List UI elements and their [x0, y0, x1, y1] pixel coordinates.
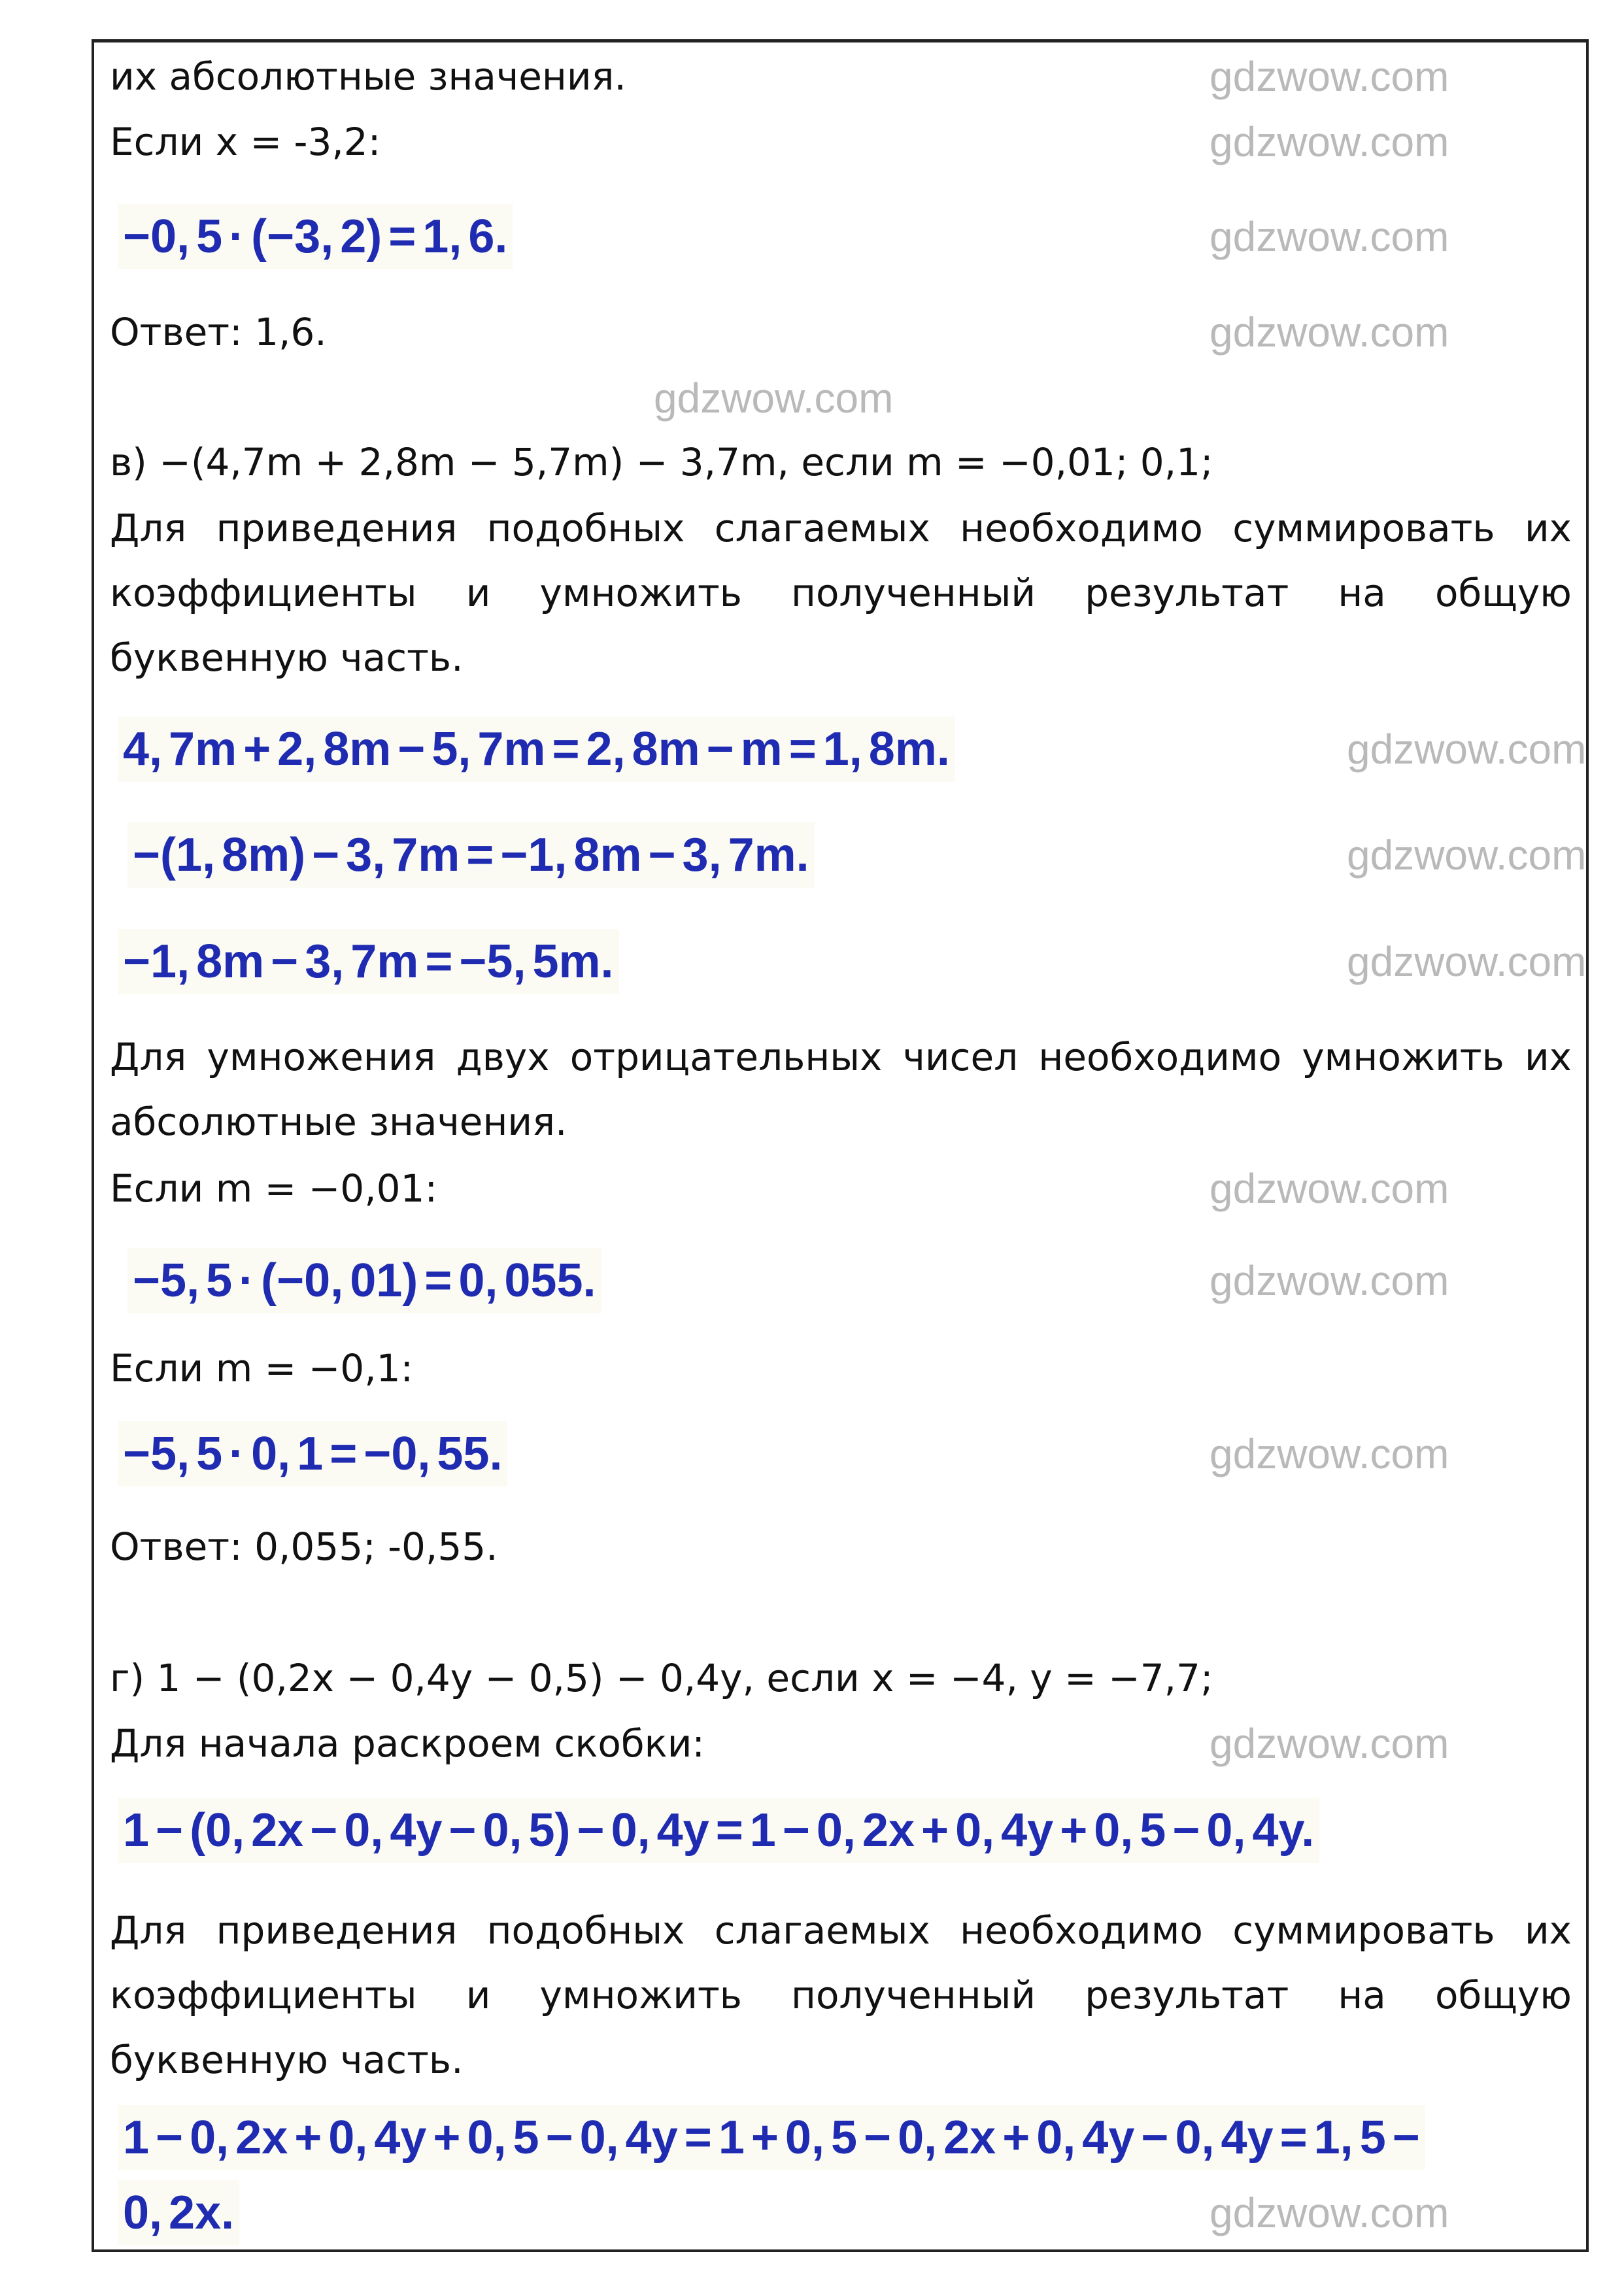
text-line: Если x = -3,2: — [110, 120, 381, 164]
formula: 1 − (0, 2x − 0, 4y − 0, 5) − 0, 4y = 1 − 0, 2x + 0, 4y + 0, 5 − 0, 4y. — [118, 1798, 1319, 1863]
watermark: gdzwow.com — [1210, 1257, 1449, 1304]
paragraph: Для приведения подобных слагаемых необходимо суммировать их коэффициенты и умножить полученный результат на общую буквенную часть. — [110, 1908, 1572, 2082]
text-line: Если m = −0,01: — [110, 1166, 437, 1211]
watermark: gdzwow.com — [1210, 53, 1449, 100]
answer-line: Ответ: 1,6. — [110, 310, 327, 354]
text-line: их абсолютные значения. — [110, 54, 626, 99]
formula: 0, 2x. — [118, 2180, 239, 2246]
formula: 4, 7m + 2, 8m − 5, 7m = 2, 8m − m = 1, 8m. — [118, 716, 955, 782]
paragraph: Для умножения двух отрицательных чисел необходимо умножить их абсолютные значения. — [110, 1035, 1572, 1144]
task-v: в) −(4,7m + 2,8m − 5,7m) − 3,7m, если m = −0,01; 0,1; — [110, 440, 1213, 484]
formula: −5, 5 · 0, 1 = −0, 55. — [118, 1421, 507, 1487]
text-line: Для начала раскроем скобки: — [110, 1721, 705, 1766]
formula: −0, 5 · (−3, 2) = 1, 6. — [118, 204, 513, 269]
watermark: gdzwow.com — [1210, 1430, 1449, 1477]
answer-line: Ответ: 0,055; -0,55. — [110, 1524, 498, 1569]
formula: −5, 5 · (−0, 01) = 0, 055. — [127, 1248, 601, 1313]
watermark: gdzwow.com — [1210, 213, 1449, 260]
watermark: gdzwow.com — [1210, 2189, 1449, 2236]
watermark: gdzwow.com — [1347, 726, 1587, 773]
watermark: gdzwow.com — [1210, 309, 1449, 356]
watermark: gdzwow.com — [1210, 118, 1449, 165]
watermark: gdzwow.com — [1347, 938, 1587, 985]
watermark: gdzwow.com — [1347, 832, 1587, 879]
watermark: gdzwow.com — [1210, 1720, 1449, 1767]
watermark: gdzwow.com — [1210, 1165, 1449, 1212]
formula: 1 − 0, 2x + 0, 4y + 0, 5 − 0, 4y = 1 + 0, 5 − 0, 2x + 0, 4y − 0, 4y = 1, 5 − — [118, 2105, 1425, 2170]
formula: −1, 8m − 3, 7m = −5, 5m. — [118, 929, 619, 994]
watermark: gdzwow.com — [654, 375, 894, 422]
task-g: г) 1 − (0,2x − 0,4y − 0,5) − 0,4y, если x = −4, y = −7,7; — [110, 1656, 1213, 1700]
formula: −(1, 8m) − 3, 7m = −1, 8m − 3, 7m. — [127, 822, 815, 888]
paragraph: Для приведения подобных слагаемых необходимо суммировать их коэффициенты и умножить полученный результат на общую буквенную часть. — [110, 506, 1572, 680]
text-line: Если m = −0,1: — [110, 1346, 414, 1390]
